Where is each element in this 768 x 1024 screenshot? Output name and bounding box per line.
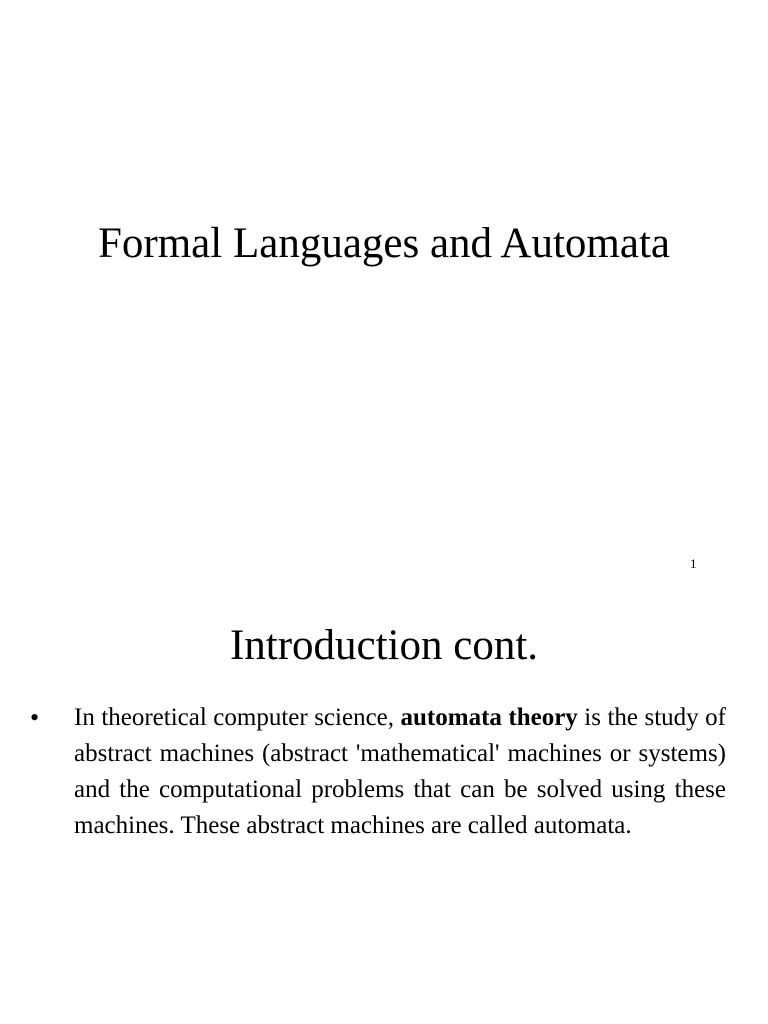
bullet-icon: • [30,703,40,732]
slide-title: Formal Languages and Automata [98,220,670,267]
slide-2 [0,595,768,1024]
bullet-text-part: is the study of abstract machines (abstract 'mathematical' machines or systems) and the computational problems that can be solved using these machines. These abstract machines are called automata. [74,704,726,839]
page-number: 1 [690,556,697,571]
bullet-text-part: In theoretical computer science, [74,704,401,731]
bullet-text [74,700,726,844]
bullet-text-bold: automata theory [400,704,578,731]
slide-title: Introduction cont. [229,622,539,669]
